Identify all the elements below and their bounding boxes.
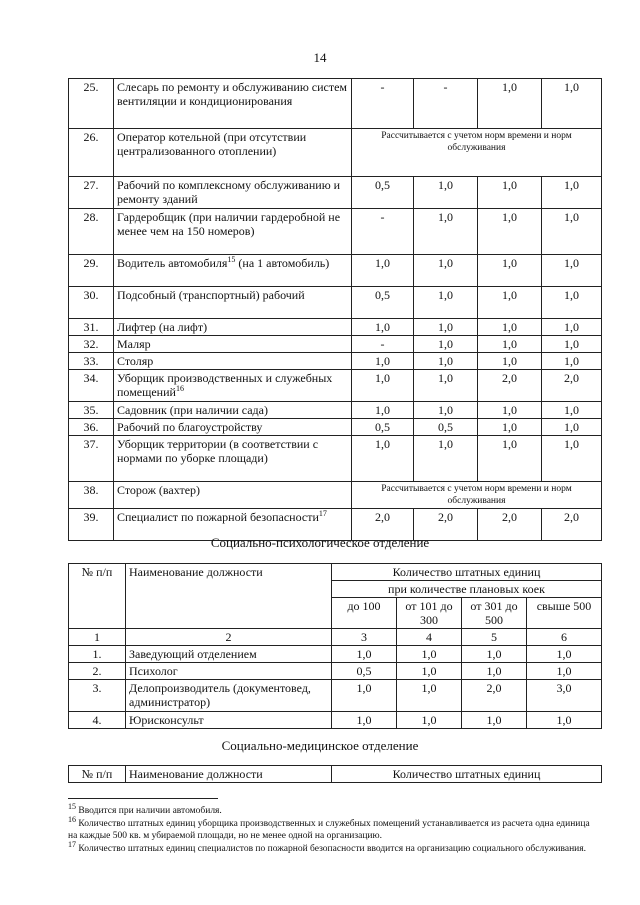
row-number: 25. [69, 79, 114, 129]
footnote-text: Вводится при наличии автомобиля. [76, 806, 222, 816]
value-cell: 1,0 [397, 663, 462, 680]
value-cell: 2,0 [414, 509, 478, 541]
value-cell: 2,0 [352, 509, 414, 541]
value-cell: 1,0 [332, 646, 397, 663]
calculation-note: Рассчитывается с учетом норм времени и норм обслуживания [352, 482, 602, 509]
value-cell: 0,5 [332, 663, 397, 680]
row-number: 36. [69, 419, 114, 436]
value-cell: 1,0 [542, 419, 602, 436]
row-number: 3. [69, 680, 126, 712]
value-cell: - [352, 79, 414, 129]
value-cell: 1,0 [542, 353, 602, 370]
value-cell: 1,0 [542, 319, 602, 336]
value-cell: 1,0 [478, 419, 542, 436]
row-number: 29. [69, 255, 114, 287]
value-cell: 2,0 [478, 509, 542, 541]
header-position-name: Наименование должности [126, 766, 332, 783]
value-cell: 2,0 [542, 370, 602, 402]
header-number: № п/п [69, 564, 126, 629]
value-cell: - [352, 336, 414, 353]
position-name: Столяр [114, 353, 352, 370]
value-cell: 1,0 [478, 287, 542, 319]
value-cell: 1,0 [352, 402, 414, 419]
value-cell: 1,0 [542, 209, 602, 255]
value-cell: 1,0 [462, 663, 527, 680]
value-cell: 1,0 [462, 646, 527, 663]
value-cell: 1,0 [462, 712, 527, 729]
table-row [69, 336, 602, 353]
value-cell: 1,0 [542, 177, 602, 209]
index-cell: 5 [462, 629, 527, 646]
footnote-ref: 17 [318, 509, 327, 518]
table-row [69, 319, 602, 336]
value-cell: 1,0 [478, 79, 542, 129]
position-name: Заведующий отделением [126, 646, 332, 663]
header-row [69, 766, 602, 783]
value-cell: 0,5 [414, 419, 478, 436]
value-cell: 2,0 [542, 509, 602, 541]
footnote-text: Количество штатных единиц уборщика производственных и служебных помещений устанавливается из расчета одна единица на каждые 500 кв. м убираемой площади, но не менее одной на организацию. [68, 819, 590, 841]
value-cell: 1,0 [352, 353, 414, 370]
value-cell: 1,0 [352, 370, 414, 402]
footnote-number: 16 [68, 814, 76, 824]
value-cell: 0,5 [352, 419, 414, 436]
table-row [69, 402, 602, 419]
value-cell: 1,0 [478, 209, 542, 255]
footnote-16 [68, 814, 600, 842]
footnote-15 [68, 801, 600, 817]
footnote-ref: 16 [175, 384, 184, 393]
table-row [69, 177, 602, 209]
value-cell: 1,0 [414, 436, 478, 482]
position-name-text: Водитель автомобиля [117, 256, 228, 270]
staff-table-continued [68, 78, 602, 541]
value-cell: 1,0 [527, 712, 602, 729]
value-cell: 1,0 [352, 436, 414, 482]
index-cell: 6 [527, 629, 602, 646]
value-cell: - [352, 209, 414, 255]
position-name-text: Специалист по пожарной безопасности [117, 510, 319, 524]
value-cell: 1,0 [478, 255, 542, 287]
value-cell: 1,0 [478, 177, 542, 209]
value-cell: 1,0 [414, 287, 478, 319]
position-name: Гардеробщик (при наличии гардеробной не менее чем на 150 номеров) [114, 209, 352, 255]
value-cell: 1,0 [478, 336, 542, 353]
row-number: 37. [69, 436, 114, 482]
value-cell: 1,0 [414, 209, 478, 255]
index-cell: 3 [332, 629, 397, 646]
footnote-separator [68, 798, 218, 799]
value-cell: 0,5 [352, 287, 414, 319]
value-cell: 1,0 [478, 402, 542, 419]
header-col-up-to-100: до 100 [332, 598, 397, 629]
table-row [69, 482, 602, 509]
table-row [69, 79, 602, 129]
header-number: № п/п [69, 766, 126, 783]
page-number: 14 [313, 50, 327, 65]
table-row [69, 209, 602, 255]
row-number: 27. [69, 177, 114, 209]
table-row [69, 712, 602, 729]
row-number: 26. [69, 129, 114, 177]
value-cell: 0,5 [352, 177, 414, 209]
position-name: Садовник (при наличии сада) [114, 402, 352, 419]
row-number: 4. [69, 712, 126, 729]
table-row [69, 680, 602, 712]
index-cell: 4 [397, 629, 462, 646]
footnotes [68, 801, 600, 856]
table-row [69, 255, 602, 287]
footnote-text: Количество штатных единиц специалистов по пожарной безопасности вводится на организацию социального обслуживания. [76, 844, 586, 854]
value-cell: 1,0 [542, 287, 602, 319]
value-cell: 1,0 [542, 79, 602, 129]
position-name: Рабочий по комплексному обслуживанию и ремонту зданий [114, 177, 352, 209]
header-position-name: Наименование должности [126, 564, 332, 629]
psychological-department-table [68, 563, 602, 729]
position-name-suffix: (на 1 автомобиль) [235, 256, 330, 270]
value-cell: 1,0 [478, 353, 542, 370]
position-name: Делопроизводитель (документовед, администратор) [126, 680, 332, 712]
value-cell: 1,0 [397, 646, 462, 663]
table-row [69, 419, 602, 436]
value-cell: 1,0 [414, 319, 478, 336]
footnote-ref: 15 [227, 255, 236, 264]
position-name: Слесарь по ремонту и обслуживанию систем вентиляции и кондиционирования [114, 79, 352, 129]
row-number: 38. [69, 482, 114, 509]
row-number: 35. [69, 402, 114, 419]
medical-department-table [68, 765, 602, 783]
value-cell: 1,0 [542, 436, 602, 482]
row-number: 2. [69, 663, 126, 680]
header-beds: при количестве плановых коек [332, 581, 602, 598]
position-name: Уборщик территории (в соответствии с нормами по уборке площади) [114, 436, 352, 482]
value-cell: 1,0 [527, 646, 602, 663]
row-number: 31. [69, 319, 114, 336]
value-cell: 1,0 [397, 680, 462, 712]
value-cell: 1,0 [414, 402, 478, 419]
row-number: 34. [69, 370, 114, 402]
value-cell: 1,0 [414, 336, 478, 353]
table-row [69, 370, 602, 402]
value-cell: 1,0 [542, 402, 602, 419]
index-row [69, 629, 602, 646]
value-cell: 1,0 [414, 370, 478, 402]
header-col-over-500: свыше 500 [527, 598, 602, 629]
row-number: 39. [69, 509, 114, 541]
footnote-number: 15 [68, 801, 76, 811]
row-number: 33. [69, 353, 114, 370]
header-staff-count: Количество штатных единиц [332, 564, 602, 581]
position-name: Лифтер (на лифт) [114, 319, 352, 336]
value-cell: 2,0 [478, 370, 542, 402]
value-cell: 1,0 [397, 712, 462, 729]
value-cell: 1,0 [332, 712, 397, 729]
position-name [114, 255, 352, 287]
value-cell: 1,0 [352, 255, 414, 287]
value-cell: 1,0 [478, 319, 542, 336]
value-cell: 1,0 [478, 436, 542, 482]
table-row [69, 436, 602, 482]
header-row [69, 564, 602, 581]
value-cell: 2,0 [462, 680, 527, 712]
index-cell: 2 [126, 629, 332, 646]
row-number: 28. [69, 209, 114, 255]
footnote-17 [68, 839, 600, 855]
position-name-text: Уборщик производственных и служебных помещений [117, 371, 333, 399]
position-name: Юрисконсульт [126, 712, 332, 729]
position-name: Психолог [126, 663, 332, 680]
index-cell: 1 [69, 629, 126, 646]
row-number: 30. [69, 287, 114, 319]
value-cell: 1,0 [414, 177, 478, 209]
section-title-psychological: Социально-психологическое отделение [210, 535, 430, 550]
value-cell: 1,0 [527, 663, 602, 680]
header-col-301-500: от 301 до 500 [462, 598, 527, 629]
table-row [69, 663, 602, 680]
value-cell: 1,0 [542, 255, 602, 287]
header-staff-count: Количество штатных единиц [332, 766, 602, 783]
table-row [69, 287, 602, 319]
position-name: Маляр [114, 336, 352, 353]
calculation-note: Рассчитывается с учетом норм времени и норм обслуживания [352, 129, 602, 177]
row-number: 32. [69, 336, 114, 353]
value-cell: 1,0 [414, 353, 478, 370]
section-title-medical: Социально-медицинское отделение [221, 738, 419, 753]
value-cell: 1,0 [414, 255, 478, 287]
footnote-number: 17 [68, 839, 76, 849]
position-name: Оператор котельной (при отсутствии централизованного отоплении) [114, 129, 352, 177]
table-row [69, 353, 602, 370]
position-name: Рабочий по благоустройству [114, 419, 352, 436]
table-row [69, 646, 602, 663]
value-cell: 1,0 [332, 680, 397, 712]
value-cell: 3,0 [527, 680, 602, 712]
value-cell: 1,0 [542, 336, 602, 353]
value-cell: 1,0 [352, 319, 414, 336]
table-row [69, 129, 602, 177]
position-name: Подсобный (транспортный) рабочий [114, 287, 352, 319]
position-name: Сторож (вахтер) [114, 482, 352, 509]
row-number: 1. [69, 646, 126, 663]
value-cell: - [414, 79, 478, 129]
position-name [114, 370, 352, 402]
header-col-101-300: от 101 до 300 [397, 598, 462, 629]
